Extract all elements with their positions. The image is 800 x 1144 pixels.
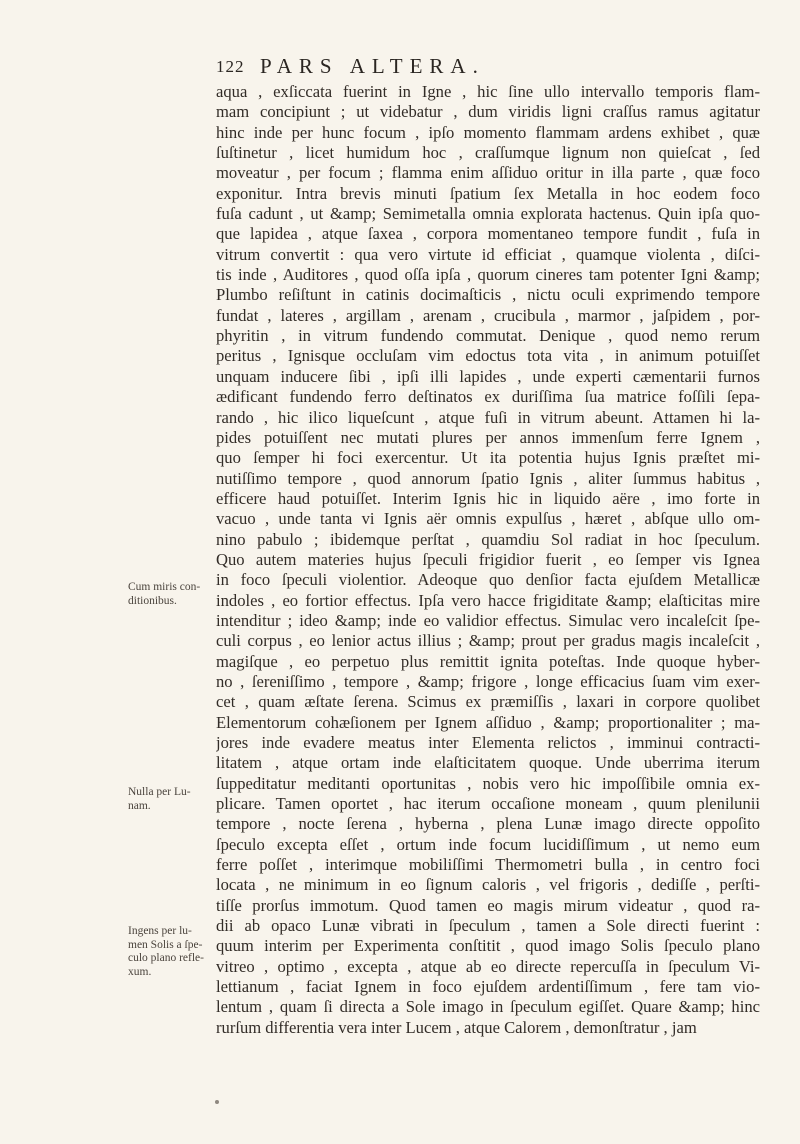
text-line: ſuppeditatur meditanti oportunitas , nobis vero hic impoſſibile omnia ex- — [216, 773, 760, 793]
text-line: quum interim per Experimenta conſtitit , quod imago Solis ſpeculo plano — [216, 936, 760, 956]
margin-note-line: Ingens per lu- — [128, 925, 192, 937]
text-line: exponitur. Intra brevis minuti ſpatium ſex Metalla in hoc eodem foco — [216, 183, 760, 203]
text-line: phyritin , in vitrum fundendo commutat. Denique , quod nemo rerum — [216, 326, 760, 346]
text-line: quo ſemper hi foci exercentur. Ut ita potentia hujus Ignis præſtet mi- — [216, 448, 760, 468]
text-line: jores inde evadere meatus inter Elementa relictos , imminui contracti- — [216, 733, 760, 752]
text-line: mam concipiunt ; ut videbatur , dum viridis ligni craſſus ramus agitatur — [216, 102, 760, 122]
text-line: vitrum convertit : qua vero virtute id efficiat , quamque violenta , diſci- — [216, 244, 760, 264]
text-line: lentum , quam ſi directa a Sole imago in ſpeculum egiſſet. Quare &amp; hinc — [216, 997, 760, 1017]
text-line: dii ab opaco Lunæ vibrati in ſpeculum , tamen a Sole directi fuerint : — [216, 916, 760, 936]
text-line: Quo autem materies hujus ſpeculi frigidior fuerit , eo ſemper vis Ignea — [216, 549, 760, 569]
margin-note-line: xum. — [128, 965, 152, 978]
text-line: efficere haud potuiſſet. Interim Ignis hic in liquido aëre , imo forte in — [216, 488, 760, 508]
text-line: nutiſſimo tempore , quod annorum ſpatio Ignis , aliter ſummus habitus , — [216, 468, 760, 488]
text-line: Elementorum cohæſionem per Ignem aſſiduo , &amp; proportionaliter ; ma- — [216, 712, 760, 732]
text-line: indoles , eo fortior effectus. Ipſa vero hacce frigiditate &amp; elaſticitas mire — [216, 590, 760, 610]
text-line: Plumbo reſiſtunt in catinis docimaſticis , nictu oculi exprimendo tempore — [216, 285, 760, 305]
text-line: lettianum , faciat Ignem in foco ejuſdem ardentiſſimum , fere tam vio- — [216, 977, 760, 997]
text-line: rando , hic ilico liqueſcunt , atque fuſi in vitrum abeunt. Attamen hi la- — [216, 407, 760, 427]
text-line: locata , ne minimum in eo ſignum caloris , vel frigoris , dediſſe , perſti- — [216, 875, 760, 895]
running-title: PARS ALTERA. — [260, 54, 485, 78]
page-number: 122 — [216, 57, 245, 76]
margin-note-nulla-per-lunam — [128, 786, 206, 813]
text-line: tempore , nocte ſerena , hyberna , plena Lunæ imago directe oppoſito — [216, 814, 760, 834]
text-line: vacuo , unde tanta vi Ignis aër omnis expulſus , hæret , abſque ullo om- — [216, 509, 760, 529]
text-line: hinc inde per hunc focum , ipſo momento flammam ardens exhibet , quæ — [216, 122, 760, 142]
text-line: ſpeculo excepta eſſet , ortum inde focum lucidiſſimum , ut nemo eum — [216, 834, 760, 854]
margin-note-line: nam. — [128, 799, 151, 812]
margin-note-cum-miris — [128, 581, 206, 608]
margin-note-line: ditionibus. — [128, 594, 177, 607]
text-line: no , ſereniſſimo , tempore , &amp; frigore , longe efficacius ſuam vim exer- — [216, 671, 760, 691]
margin-note-line: Nulla per Lu- — [128, 786, 191, 798]
text-line: que lapidea , atque ſaxea , corpora momentaneo tempore fundit , fuſa in — [216, 224, 760, 244]
text-line: vitreo , optimo , excepta , atque ab eo directe repercuſſa in ſpeculum Vi- — [216, 956, 760, 976]
text-line: cet , quam æſtate ſerena. Scimus ex præmiſſis , laxari in corpore quolibet — [216, 692, 760, 712]
text-line: litatem , atque ortam inde elaſticitatem quoque. Unde uberrima iterum — [216, 753, 760, 773]
body-text — [216, 82, 760, 1038]
text-line: peritus , Ignisque occluſam vim edoctus tota vita , in animum potuiſſet — [216, 346, 760, 366]
text-line: rurſum differentia vera inter Lucem , atque Calorem , demonſtratur , jam — [216, 1017, 697, 1037]
text-line: magiſque , eo perpetuo plus remittit ignita poteſtas. Inde quoque hyber- — [216, 651, 760, 671]
text-line: ædificant fundendo ferro deſtinatos ex duriſſima ſua matrice foſſili ſepa- — [216, 387, 760, 407]
text-line: moveatur , per focum ; flamma enim aſſiduo oritur in illa parte , quæ foco — [216, 163, 760, 183]
margin-note-line: Cum miris con- — [128, 581, 201, 593]
text-line: fundat , lateres , argillam , arenam , crucibula , marmor , jaſpidem , por- — [216, 305, 760, 325]
text-line: fuſa cadunt , ut &amp; Semimetalla omnia explorata hactenus. Quin ipſa quo- — [216, 204, 760, 224]
text-line: culi corpus , eo lenior actus illius ; &amp; prout per gradus magis incaleſcit , — [216, 631, 760, 651]
margin-note-line: culo plano refle- — [128, 952, 204, 964]
text-line: pides potuiſſent nec mutati plures per annos immenſum ferre Ignem , — [216, 427, 760, 447]
text-line: plicare. Tamen oportet , hac iterum occaſione moneam , quum plenilunii — [216, 794, 760, 814]
text-line: aqua , exſiccata fuerint in Igne , hic ſine ullo intervallo temporis flam- — [216, 82, 760, 101]
text-line: in foco ſpeculi violentior. Adeoque quo denſior facta ejuſdem Metallicæ — [216, 570, 760, 590]
text-line: intenditur ; ideo &amp; inde eo validior effectus. Simulac vero incaleſcit ſpe- — [216, 610, 760, 630]
text-line: tiſſe prorſus immotum. Quod tamen eo magis mirum videatur , quod ra- — [216, 895, 760, 915]
text-line: nino pabulo ; ibidemque perſtat , quamdiu Sol radiat in hoc ſpeculum. — [216, 529, 760, 549]
ink-spot — [215, 1100, 219, 1104]
text-line: unquam inducere ſibi , ipſi illi lapides , unde experti cæmentarii furnos — [216, 366, 760, 386]
text-line: ſuſtinetur , licet humidum hoc , craſſumque lignum non quieſcat , ſed — [216, 143, 760, 163]
margin-note-ingens-per-lumen — [128, 925, 206, 979]
text-line: ferre poſſet , interimque mobiliſſimi Thermometri bulla , in centro foci — [216, 855, 760, 875]
margin-note-line: men Solis a ſpe- — [128, 938, 203, 951]
text-line: tis inde , Auditores , quod oſſa ipſa , quorum cineres tam potenter Igni &amp; — [216, 265, 760, 285]
running-head — [216, 54, 756, 82]
